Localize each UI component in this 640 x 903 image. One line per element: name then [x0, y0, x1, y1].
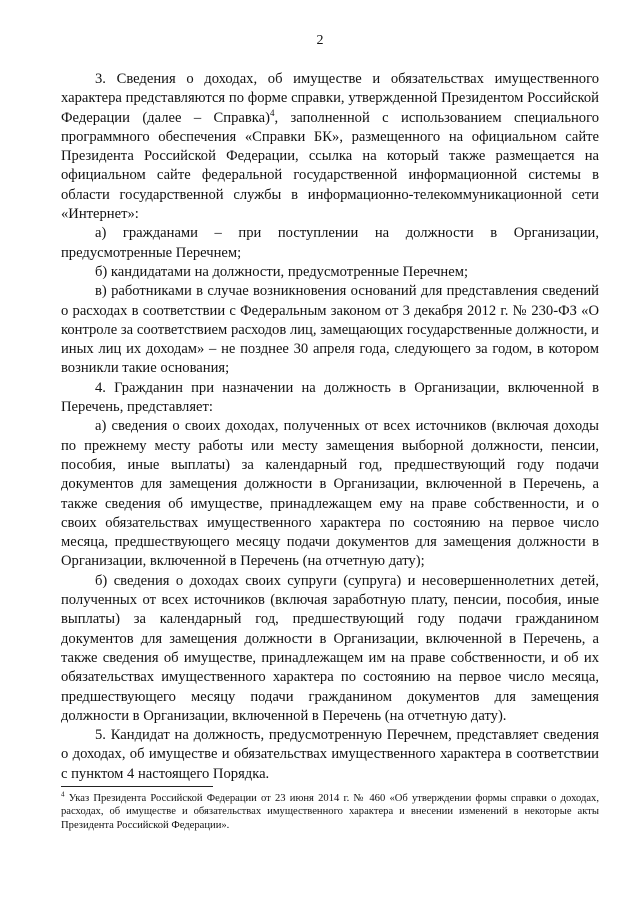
- paragraph-3c: в) работниками в случае возникновения оснований для представления сведений о расходах в соответствии с Федеральным законом от 3 декабря 2012 г. № 230-ФЗ «О контроле за соответствием расходов лиц, замещающих государственные должности, и иных лиц их доходам» – не позднее 30 апреля года, следующего за годом, в котором возникли такие основания;: [61, 283, 599, 377]
- paragraph-4a: а) сведения о своих доходах, полученных от всех источников (включая доходы по прежнему месту работы или месту замещения выборной должности, пенсии, пособия, иные выплаты) за календарный год, предшествующий году подачи документов для замещения должности в Организации, включенной в Перечень, а также сведения об имуществе, принадлежащем ему на праве собственности, и о своих обязательствах имущественного характера по состоянию на первое число месяца, предшествующего месяцу подачи документов для замещения должности в Организации, включенной в Перечень (на отчетную дату);: [61, 418, 599, 570]
- paragraph-5: 5. Кандидат на должность, предусмотренную Перечнем, представляет сведения о доходах, об имуществе и обязательствах имущественного характера в соответствии с пунктом 4 настоящего Порядка.: [61, 727, 599, 782]
- footnote-divider: [61, 786, 213, 787]
- footnote-text: Указ Президента Российской Федерации от 23 июня 2014 г. № 460 «Об утверждении формы справки о доходах, расходах, об имуществе и обязательствах имущественного характера и внесении изменений в некоторые акты Президента Российской Федерации».: [61, 793, 599, 831]
- paragraph-3a: а) гражданами – при поступлении на должности в Организации, предусмотренные Перечнем;: [61, 225, 599, 261]
- paragraph-3-text-continued: , заполненной с использованием специального программного обеспечения «Справки БК», размещенного на официальном сайте Президента Российской Федерации, ссылка на который также размещается на официальном сайте федеральной государственной информационной системы в области государственной службы в информационно-телекоммуникационной сети «Интернет»:: [61, 109, 599, 223]
- paragraph-3b: б) кандидатами на должности, предусмотренные Перечнем;: [95, 263, 468, 280]
- paragraph-3-text: 3. Сведения о доходах, об имуществе и обязательствах имущественного характера представляются по форме справки, утвержденной Президентом Российской Федерации (далее – Справка): [61, 71, 599, 126]
- footnote-reference[interactable]: 4: [269, 107, 275, 118]
- document-body: [61, 70, 599, 784]
- page-number: 2: [316, 33, 324, 48]
- paragraph-4b: б) сведения о доходах своих супруги (супруга) и несовершеннолетних детей, полученных от всех источников (включая заработную плату, пенсии, пособия, иные выплаты) за календарный год, предшествующий году подачи гражданином документов для замещения должности в Организации, включенной в Перечень, а также сведения об имуществе, принадлежащем им на праве собственности, и об их обязательствах имущественного характера по состоянию на первое число месяца, предшествующего месяцу подачи гражданином документов для замещения должности в Организации, включенной в Перечень (на отчетную дату).: [61, 572, 599, 724]
- paragraph-4: 4. Гражданин при назначении на должность в Организации, включенной в Перечень, представляет:: [61, 379, 599, 416]
- footnote: [61, 792, 599, 832]
- footnote-mark: 4: [61, 790, 65, 799]
- paragraph-3: [61, 70, 599, 224]
